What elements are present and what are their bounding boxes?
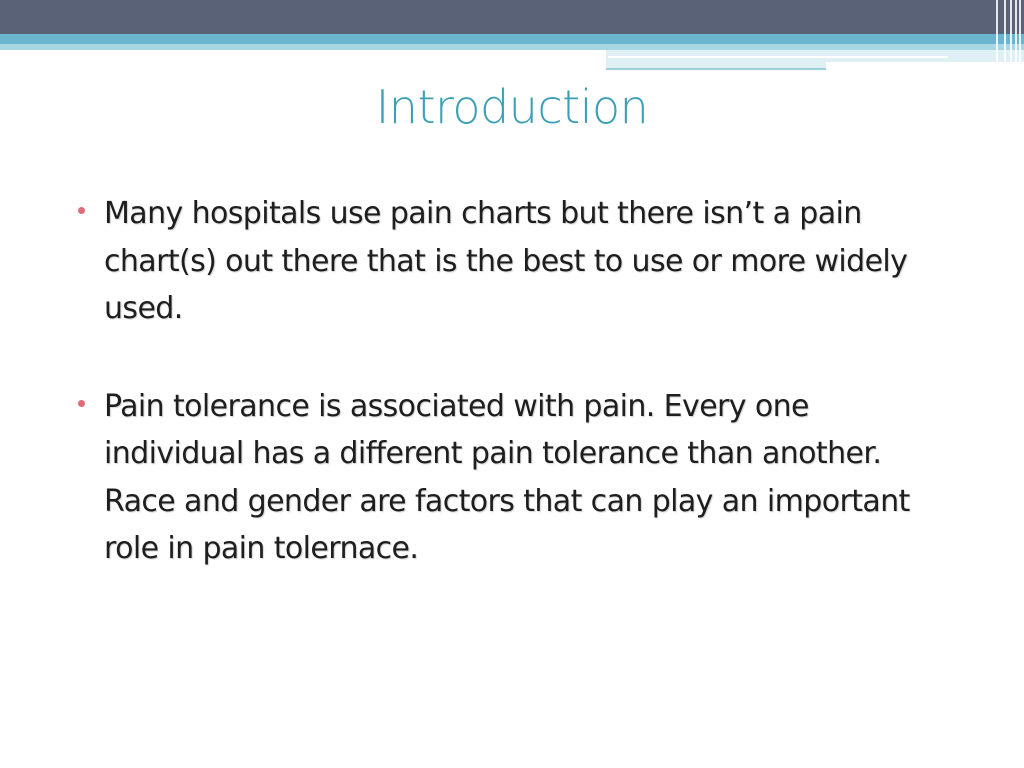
bullet-item <box>74 383 954 573</box>
bullet-item <box>74 190 954 333</box>
slide-title: Introduction <box>375 80 649 134</box>
header-band-dark <box>0 0 1024 34</box>
header-stripe <box>1004 0 1006 70</box>
bullet-text: Many hospitals use pain charts but there isn’t a pain chart(s) out there that is the best to use or more widely used. <box>104 196 908 326</box>
bullet-dot-icon <box>78 207 85 214</box>
header-tab-inner <box>826 62 1024 70</box>
bullet-dot-icon <box>78 400 85 407</box>
header-band-blue <box>0 34 1024 44</box>
bullet-text: Pain tolerance is associated with pain. Every one individual has a different pain tolerance than another. Race and gender are factors that can play an important role in pain tolernace. <box>104 388 910 566</box>
header-stripe <box>996 0 998 70</box>
header-stripe <box>1015 0 1017 70</box>
header-stripe <box>1010 0 1012 70</box>
header-stripe <box>1019 0 1021 70</box>
header-white-line <box>608 56 948 58</box>
bullet-list <box>74 190 954 623</box>
